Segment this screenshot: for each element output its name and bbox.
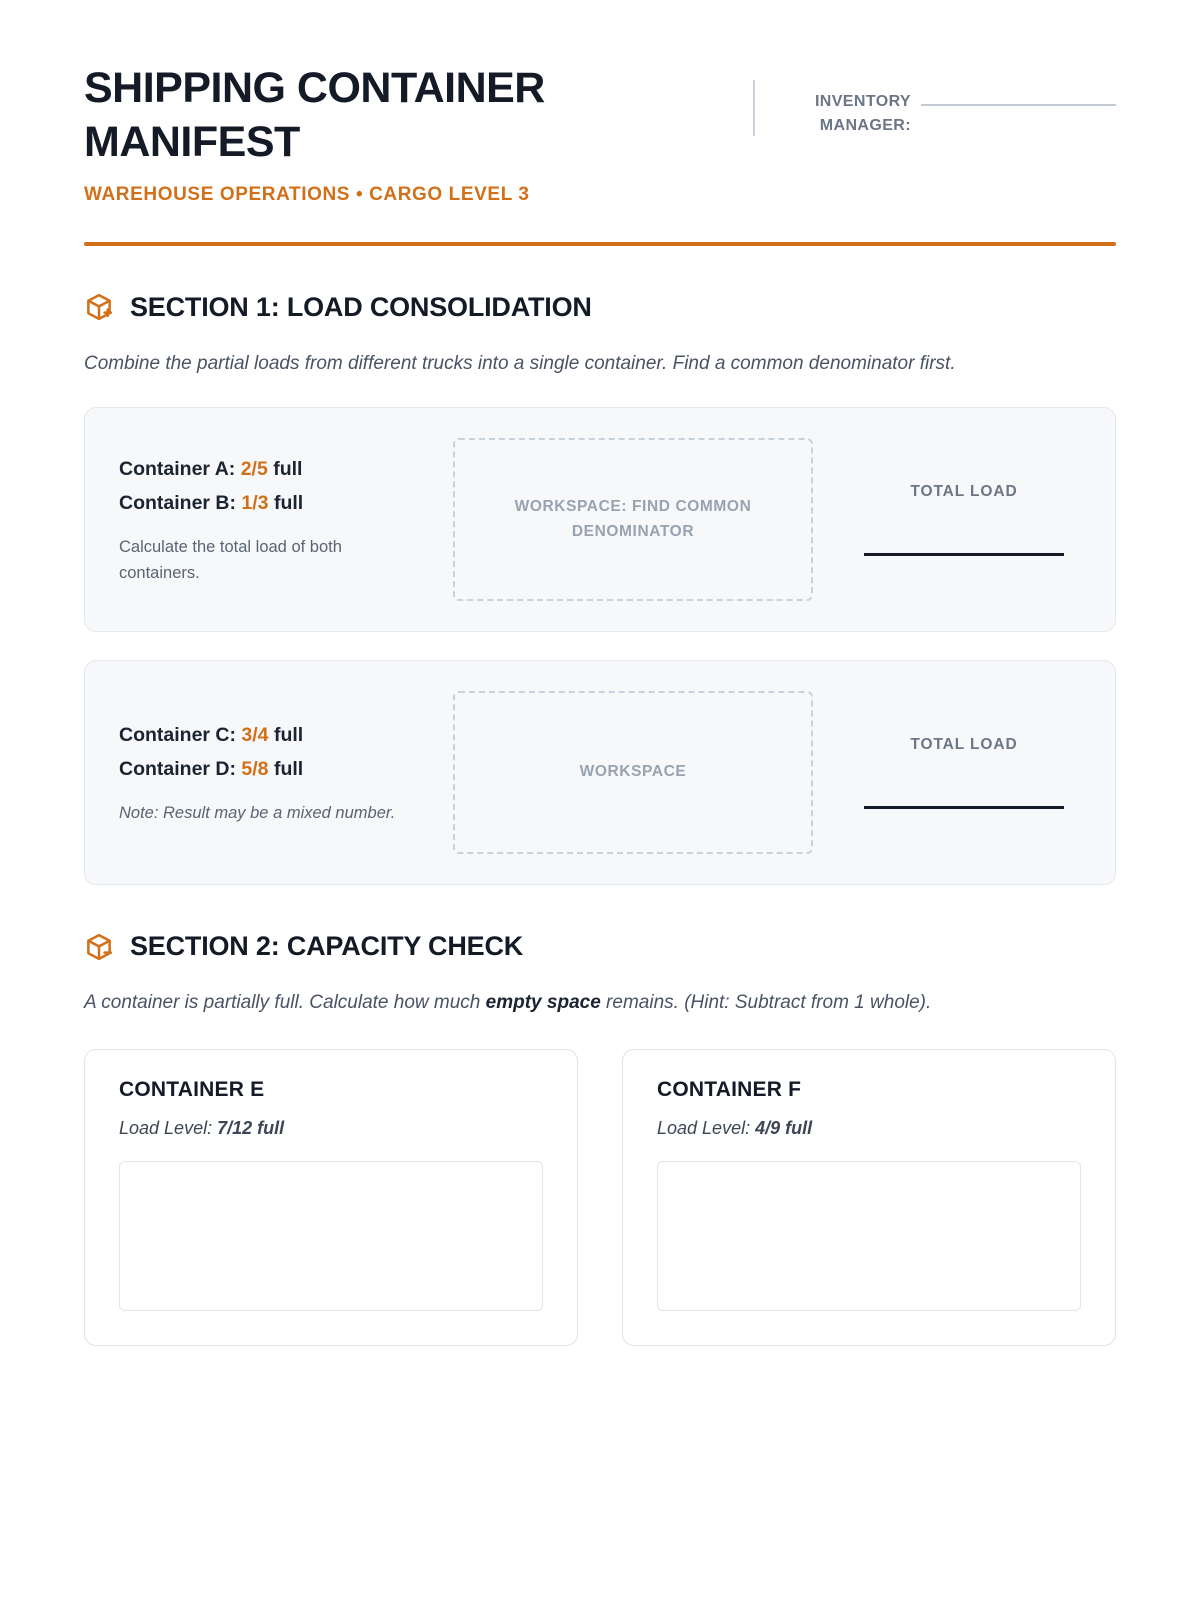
box-plus-icon	[84, 292, 114, 322]
section-2-header	[84, 931, 1116, 962]
section-2-description	[84, 988, 1094, 1019]
header-rule	[84, 242, 1116, 246]
problem-prompt	[119, 719, 419, 826]
capacity-card-grid	[84, 1049, 1116, 1346]
header-title-block	[84, 62, 724, 206]
section-1-title: SECTION 1: LOAD CONSOLIDATION	[130, 291, 592, 322]
section-2-title: SECTION 2: CAPACITY CHECK	[130, 931, 524, 962]
workspace-area[interactable]	[453, 438, 813, 601]
container-fraction: 5/8	[241, 757, 269, 780]
answer-area	[847, 483, 1081, 556]
container-suffix: full	[273, 491, 304, 514]
description-post: remains. (Hint: Subtract from 1 whole).	[600, 992, 932, 1014]
header-meta-block	[753, 62, 1116, 138]
description-emphasis: empty space	[485, 992, 601, 1014]
container-fraction: 2/5	[240, 458, 268, 481]
answer-input-line[interactable]	[864, 553, 1064, 556]
container-fraction: 1/3	[241, 491, 269, 514]
container-label: Container B:	[119, 491, 236, 514]
capacity-card-title: CONTAINER F	[657, 1078, 802, 1102]
container-label: Container D:	[119, 757, 236, 780]
level-label: Load Level:	[657, 1118, 751, 1139]
problem-note: Calculate the total load of both containers.	[119, 538, 342, 583]
capacity-work-area[interactable]	[119, 1161, 543, 1311]
container-label: Container A:	[119, 458, 236, 481]
container-line	[119, 487, 419, 521]
capacity-card	[84, 1049, 578, 1346]
section-1-description: Combine the partial loads from different trucks into a single container. Find a common denominator first.	[84, 352, 956, 374]
answer-area	[847, 736, 1081, 809]
container-suffix: full	[273, 757, 304, 780]
capacity-card	[622, 1049, 1116, 1346]
description-pre: A container is partially full. Calculate how much	[84, 992, 486, 1014]
header-divider	[753, 80, 755, 136]
capacity-card-level	[657, 1118, 1081, 1139]
manager-label: INVENTORY MANAGER:	[814, 93, 911, 134]
page-subtitle: WAREHOUSE OPERATIONS • CARGO LEVEL 3	[84, 183, 530, 205]
container-suffix: full	[273, 724, 304, 747]
level-value: 7/12 full	[217, 1118, 285, 1139]
section-1	[84, 292, 1116, 886]
page-title: SHIPPING CONTAINER MANIFEST	[84, 64, 545, 166]
problem-note: Note: Result may be a mixed number.	[119, 804, 396, 823]
container-fraction: 3/4	[241, 724, 269, 747]
manager-field	[781, 80, 1116, 138]
box-minus-icon	[84, 932, 114, 962]
problem-prompt	[119, 453, 419, 586]
manager-input-line[interactable]	[921, 80, 1116, 106]
problem-card	[84, 660, 1116, 885]
answer-input-line[interactable]	[864, 806, 1064, 809]
workspace-area[interactable]	[453, 691, 813, 854]
container-line	[119, 453, 419, 487]
level-label: Load Level:	[119, 1118, 213, 1139]
container-label: Container C:	[119, 724, 236, 747]
problem-card	[84, 407, 1116, 632]
capacity-card-title: CONTAINER E	[119, 1078, 265, 1102]
answer-label: TOTAL LOAD	[910, 483, 1018, 501]
section-2	[84, 931, 1116, 1346]
level-value: 4/9 full	[755, 1118, 813, 1139]
container-line	[119, 753, 419, 787]
workspace-label: WORKSPACE: FIND COMMON DENOMINATOR	[514, 497, 752, 540]
capacity-work-area[interactable]	[657, 1161, 1081, 1311]
container-line	[119, 719, 419, 753]
section-1-header	[84, 292, 1116, 323]
container-suffix: full	[273, 458, 303, 481]
workspace-label: WORKSPACE	[579, 763, 687, 781]
capacity-card-level	[119, 1118, 543, 1139]
document-header	[84, 62, 1116, 206]
answer-label: TOTAL LOAD	[910, 736, 1018, 754]
